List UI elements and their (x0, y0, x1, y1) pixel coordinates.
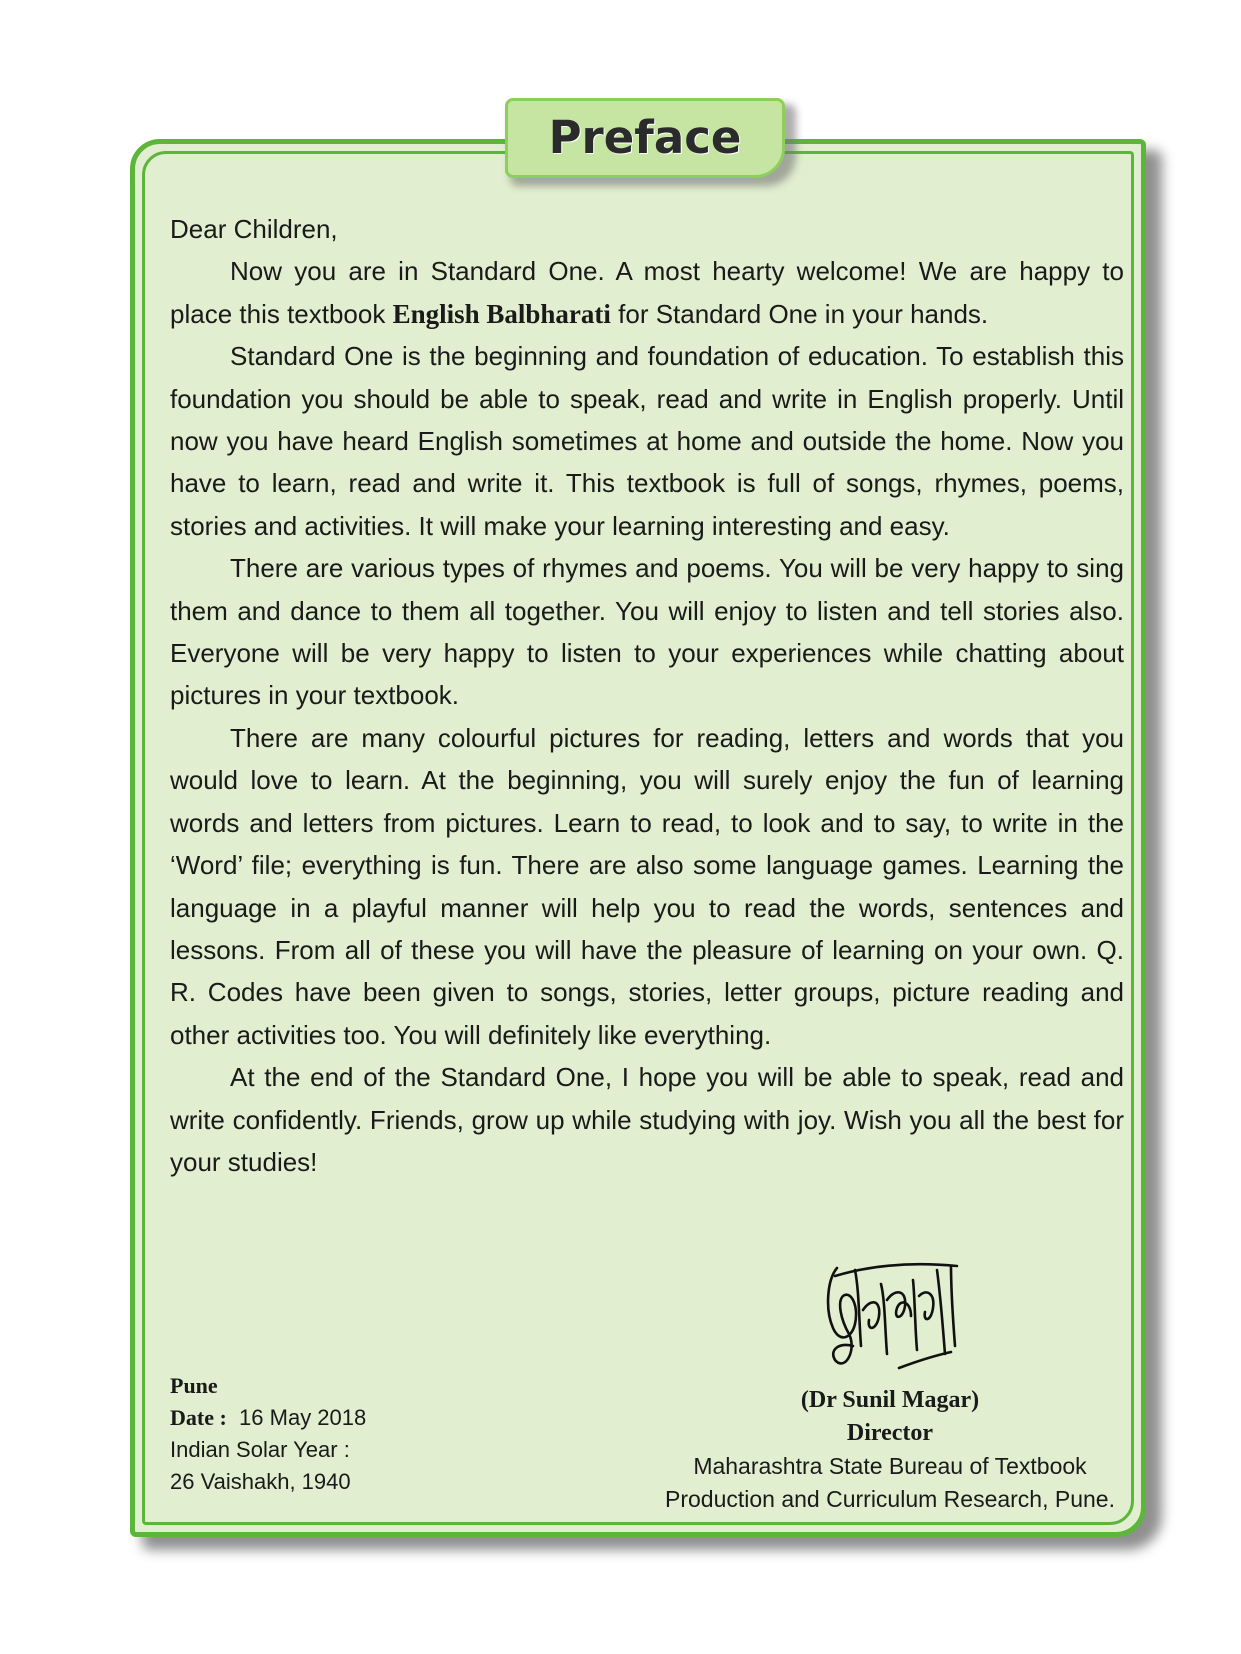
place-date-block (170, 1370, 366, 1498)
paragraph-4: There are many colourful pictures for reading, letters and words that you would love to learn. At the beginning, you will surely enjoy the fun of learning words and letters from pictures. Learn to read, to look and to say, to write in the ‘Word’ file; everything is fun. There are also some language games. Learning the language in a playful manner will help you to read the words, sentences and lessons. From all of these you will have the pleasure of learning on your own. Q. R. Codes have been given to songs, stories, letter groups, picture reading and other activities too. You will definitely like everything. (170, 722, 1124, 1050)
paragraph-1-after: for Standard One in your hands. (610, 298, 989, 329)
paragraph-3: There are various types of rhymes and poems. You will be very happy to sing them and dance to them all together. You will enjoy to listen and tell stories also. Everyone will be very happy to listen to your experiences while chatting about pictures in your textbook. (170, 553, 1124, 711)
title-tab (505, 98, 785, 178)
salutation: Dear Children, (170, 214, 338, 244)
signatory-name: (Dr Sunil Magar) (800, 1387, 980, 1413)
date-value: 16 May 2018 (239, 1405, 367, 1430)
date-line (170, 1402, 366, 1434)
organization-line-1: Maharashtra State Bureau of Textbook (693, 1453, 1087, 1479)
page-title: Preface (548, 111, 742, 164)
signatory-block (640, 1384, 1140, 1516)
signatory-designation: Director (846, 1420, 934, 1446)
solar-year-value: 26 Vaishakh, 1940 (170, 1469, 351, 1494)
solar-year-label: Indian Solar Year : (170, 1437, 350, 1462)
signature-icon (815, 1250, 965, 1390)
paragraph-1-before: Now you are in Standard One. A most hearty welcome! We are happy to place this textbook (170, 256, 1124, 329)
place: Pune (170, 1373, 218, 1398)
paragraph-2: Standard One is the beginning and foundation of education. To establish this foundation you should be able to speak, read and write in English properly. Until now you have heard English sometimes at home and outside the home. Now you have to learn, read and write it. This textbook is full of songs, rhymes, poems, stories and activities. It will make your learning interesting and easy. (170, 341, 1124, 541)
paragraph-5: At the end of the Standard One, I hope you will be able to speak, read and write confidently. Friends, grow up while studying with joy. Wish you all the best for your studies! (170, 1062, 1124, 1177)
preface-body (170, 208, 1124, 1183)
organization-line-2: Production and Curriculum Research, Pune. (664, 1486, 1115, 1512)
date-label: Date : (170, 1405, 227, 1430)
paragraph-1 (170, 250, 1124, 335)
book-name: English Balbharati (392, 298, 611, 329)
